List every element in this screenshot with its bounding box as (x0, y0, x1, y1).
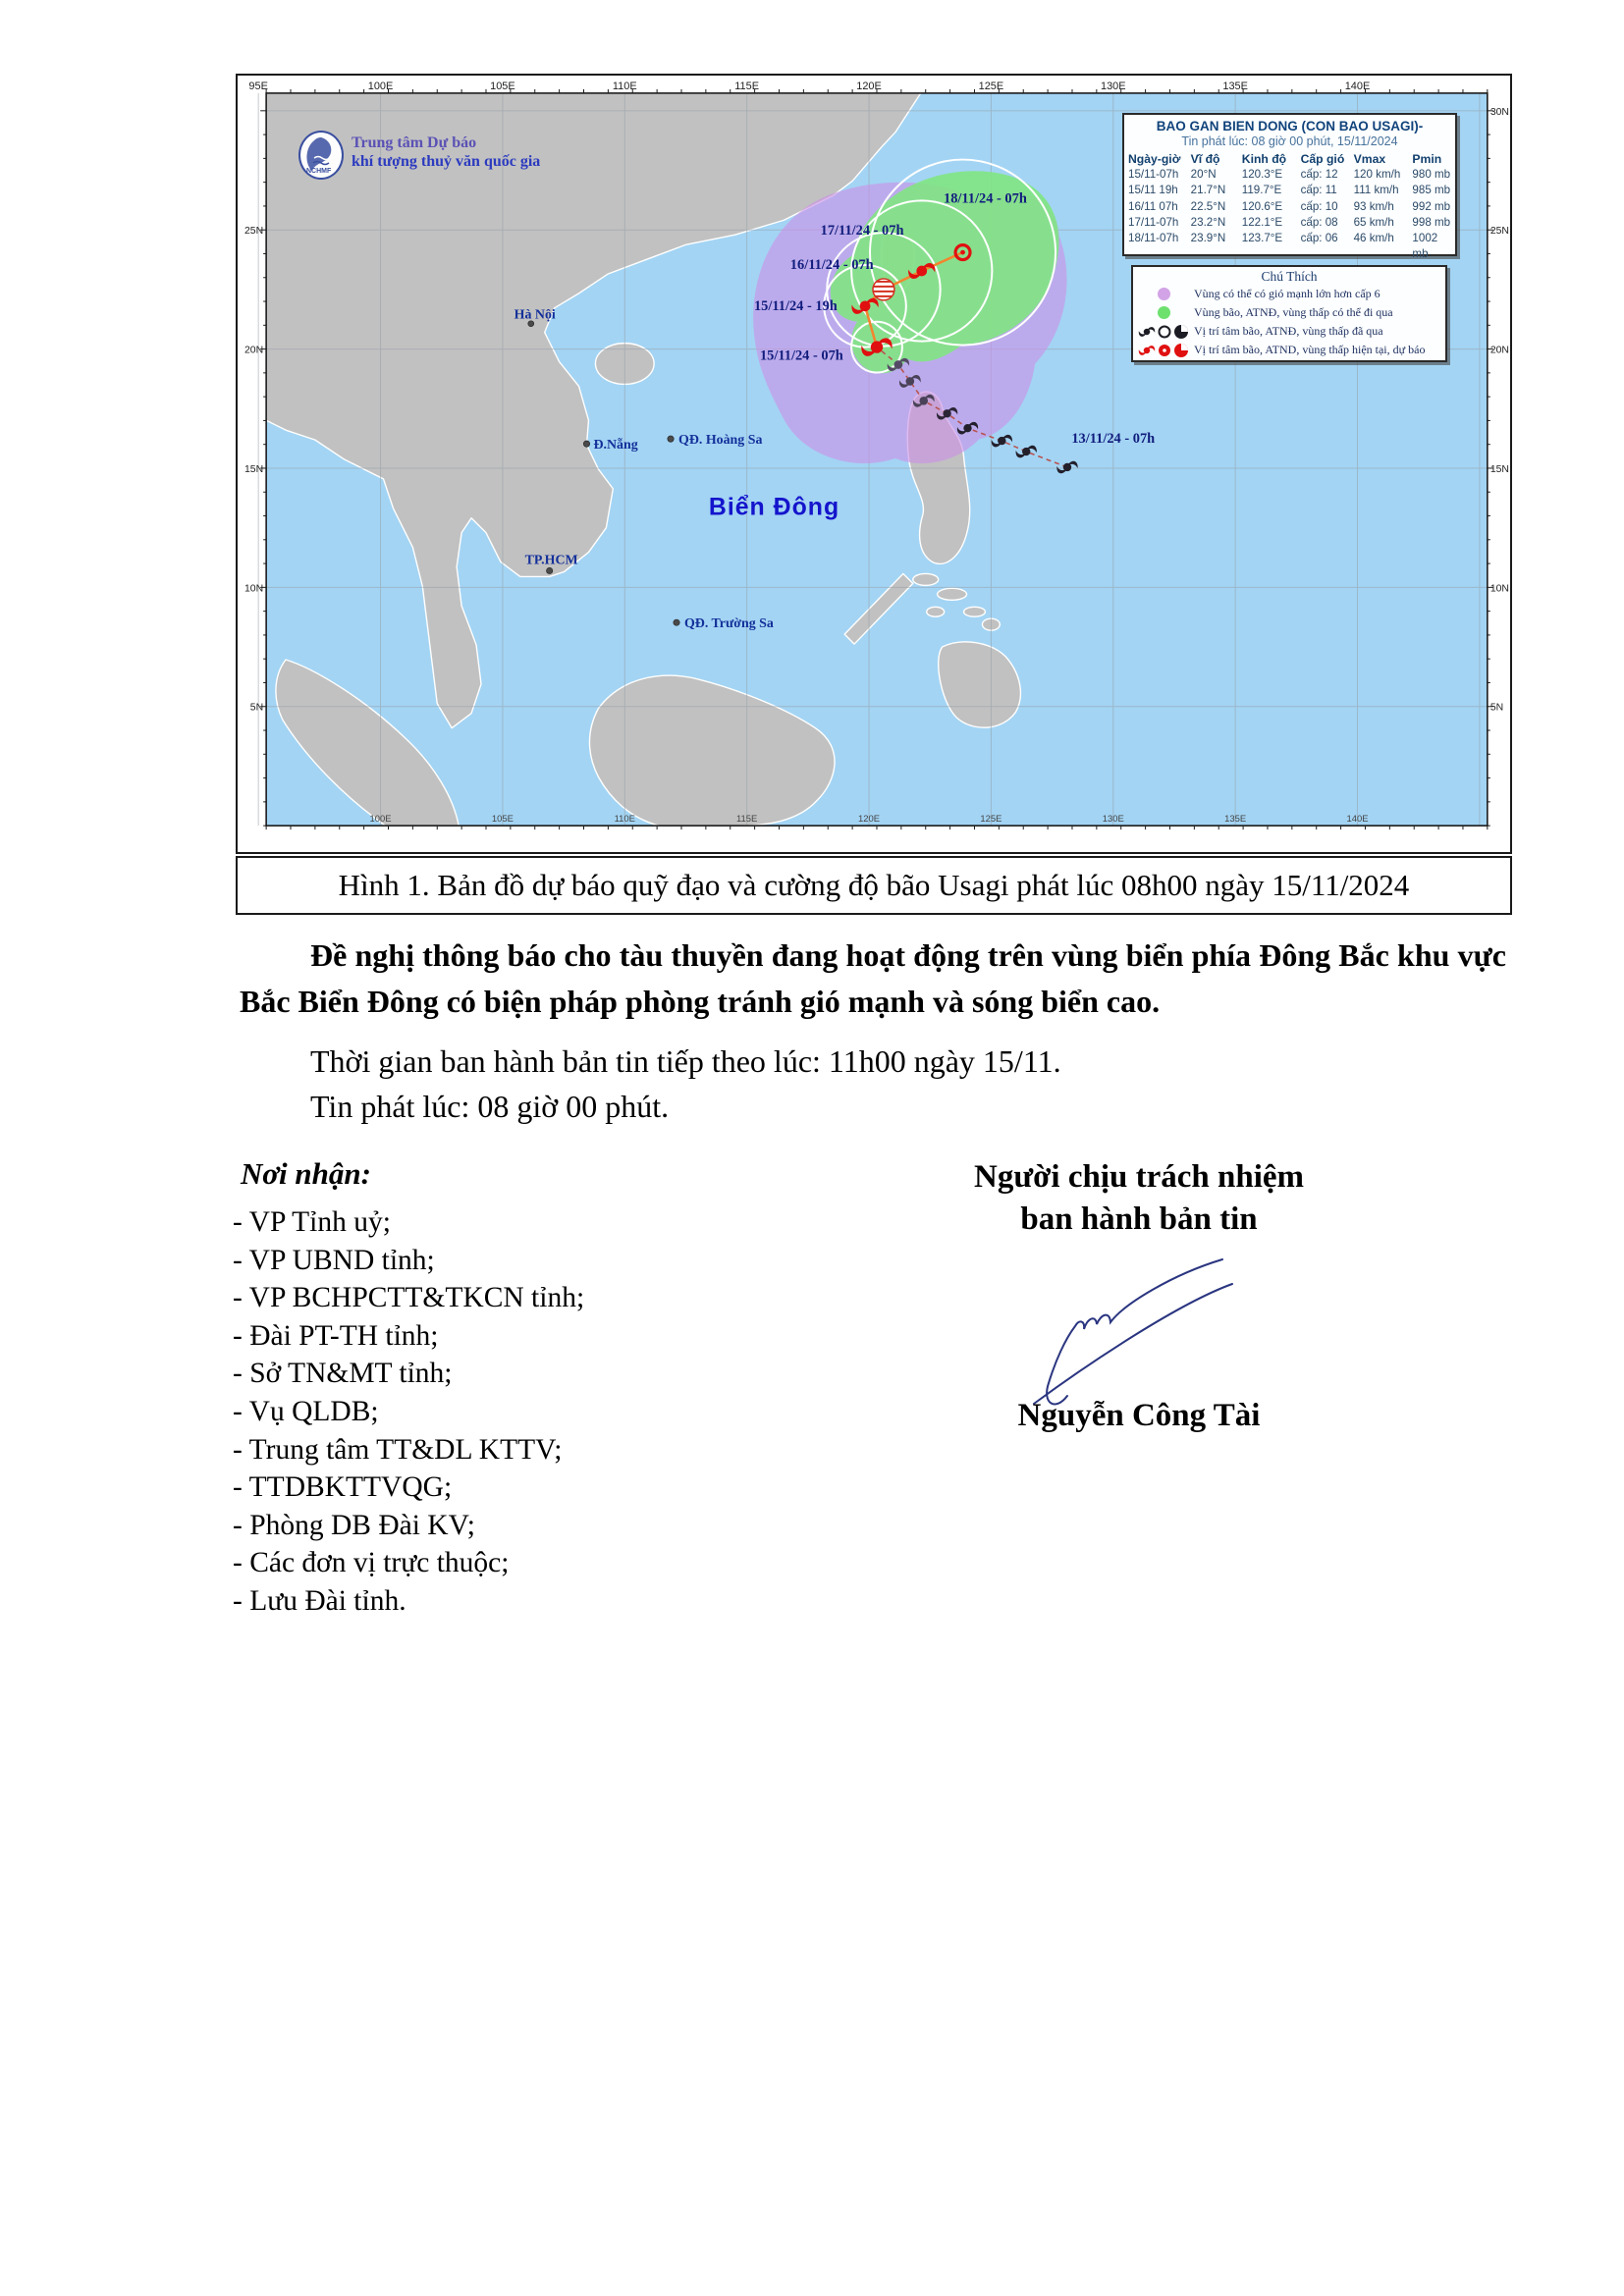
axis-label: 25N (1489, 226, 1509, 238)
track-label-13-11: 13/11/24 - 07h (1071, 431, 1156, 448)
legend-item (1133, 303, 1445, 322)
cell: 120.3°E (1241, 168, 1283, 182)
cell: cấp: 12 (1300, 168, 1338, 182)
recipient-item: - Lưu Đài tỉnh. (233, 1584, 406, 1617)
cell: 120.6°E (1241, 199, 1283, 213)
axis-label: 30N (1489, 106, 1509, 118)
legend-label: Vùng bão, ATNĐ, vùng thấp có thể đi qua (1194, 305, 1393, 319)
figure-caption (236, 856, 1512, 915)
bulletin-times (310, 1039, 1390, 1129)
cell: 123.7°E (1241, 231, 1283, 244)
storm-info-box (1122, 113, 1457, 261)
axis-label: 130E (1102, 814, 1124, 826)
map-legend (1131, 265, 1447, 362)
land-island (938, 588, 967, 600)
cell: 21.7°N (1190, 184, 1226, 197)
cell: 65 km/h (1353, 215, 1394, 229)
col-header: Vmax (1353, 152, 1386, 166)
cell: 992 mb (1412, 199, 1451, 213)
col-header: Ngày-giờ (1128, 152, 1181, 166)
cell: 119.7°E (1241, 184, 1282, 197)
cell: 20°N (1190, 168, 1217, 182)
axis-label: 105E (490, 80, 515, 92)
label-danang: Đ.Nẵng (593, 438, 638, 454)
green-area-icon (1158, 306, 1170, 319)
axis-label: 115E (734, 80, 760, 92)
signatory-block (933, 1156, 1345, 1433)
recipient-item: - Đài PT-TH tỉnh; (233, 1319, 439, 1352)
agency-name-line2: khí tượng thuỷ văn quốc gia (352, 153, 541, 170)
legend-item (1133, 322, 1445, 341)
cell: cấp: 06 (1300, 231, 1338, 244)
land-island (964, 607, 986, 616)
legend-item (1133, 341, 1445, 359)
storm-info-title: BAO GAN BIEN DONG (CON BAO USAGI)- (1156, 119, 1424, 133)
col-header: Vĩ độ (1190, 152, 1220, 166)
axis-label: 120E (858, 814, 881, 826)
cell: 23.9°N (1190, 231, 1226, 244)
track-label-15-11-19h: 15/11/24 - 19h (753, 297, 838, 314)
axis-label: 140E (1346, 814, 1369, 826)
cell: 18/11-07h (1128, 231, 1179, 244)
col-header: Pmin (1412, 152, 1442, 166)
legend-label: Vị trí tâm bão, ATND, vùng thấp hiện tại, dự báo (1194, 343, 1426, 356)
signatory-title-line1: Người chịu trách nhiệm (974, 1159, 1304, 1195)
cell: 980 mb (1412, 168, 1451, 182)
axis-label: 10N (244, 583, 264, 595)
table-row (1124, 167, 1455, 183)
purple-area-icon (1158, 288, 1170, 300)
axis-label: 100E (369, 814, 392, 826)
axis-label: 135E (1224, 814, 1247, 826)
table-header-row (1124, 151, 1455, 167)
label-hoang-sa: QĐ. Hoàng Sa (678, 433, 763, 449)
nchmf-logo-text: NCHMF (306, 168, 332, 175)
signatory-name: Nguyễn Công Tài (1017, 1398, 1261, 1433)
track-label-16-11: 16/11/24 - 07h (789, 257, 874, 274)
recipients-block (233, 1156, 861, 1621)
land-island (927, 607, 945, 616)
storm-forecast-table (1124, 151, 1455, 261)
signature (987, 1247, 1291, 1414)
axis-label: 140E (1344, 80, 1371, 92)
nchmf-logo-icon (298, 131, 344, 180)
legend-label: Vùng có thể có gió mạnh lớn hơn cấp 6 (1194, 287, 1380, 300)
cell: 111 km/h (1353, 184, 1399, 197)
current-position-icons (1133, 342, 1194, 359)
axis-label: 15N (1489, 463, 1509, 475)
axis-label: 5N (1489, 702, 1504, 714)
axis-label: 135E (1222, 80, 1248, 92)
axis-label: 115E (735, 814, 758, 826)
signatory-title-line2: ban hành bản tin (1020, 1201, 1258, 1237)
table-row (1124, 231, 1455, 261)
legend-item (1133, 285, 1445, 303)
cell: 122.1°E (1241, 215, 1283, 229)
label-tphcm: TP.HCM (524, 553, 578, 568)
recipient-item: - Vụ QLDB; (233, 1395, 379, 1427)
cell: cấp: 08 (1300, 215, 1338, 229)
axis-label: 125E (978, 80, 1004, 92)
recipient-item: - Phòng DB Đài KV; (233, 1509, 475, 1541)
cell: 22.5°N (1190, 199, 1226, 213)
recipient-item: - TTDBKTTVQG; (233, 1471, 453, 1504)
axis-label: 110E (614, 814, 635, 826)
col-header: Kinh độ (1241, 152, 1287, 166)
next-bulletin-line: Thời gian ban hành bản tin tiếp theo lúc: 11h00 ngày 15/11. (310, 1043, 1061, 1079)
label-truong-sa: QĐ. Trường Sa (683, 616, 774, 632)
figure-caption-text: Hình 1. Bản đồ dự báo quỹ đạo và cường độ bão Usagi phát lúc 08h00 ngày 15/11/2024 (338, 868, 1410, 902)
recipient-item: - VP BCHPCTT&TKCN tỉnh; (233, 1282, 585, 1314)
legend-label: Vị trí tâm bão, ATNĐ, vùng thấp đã qua (1194, 324, 1383, 338)
table-row (1124, 199, 1455, 215)
track-label-17-11: 17/11/24 - 07h (820, 223, 904, 240)
recipient-item: - Sở TN&MT tỉnh; (233, 1358, 453, 1390)
recipient-item: - VP Tỉnh uỷ; (233, 1206, 391, 1238)
agency-name-line1: Trung tâm Dự báo (352, 134, 477, 151)
axis-label: 125E (980, 814, 1002, 826)
axis-label: 100E (367, 80, 394, 92)
storm-info-subtitle: Tin phát lúc: 08 giờ 00 phút, 15/11/2024 (1181, 134, 1398, 148)
track-label-15-11-07h: 15/11/24 - 07h (759, 347, 843, 364)
cell: 46 km/h (1353, 231, 1394, 244)
cell: 120 km/h (1353, 168, 1401, 182)
axis-label: 130E (1100, 80, 1126, 92)
table-row (1124, 183, 1455, 198)
cell: 985 mb (1412, 184, 1451, 197)
axis-label: 120E (856, 80, 882, 92)
axis-label: 25N (244, 226, 264, 238)
cell: 1002 mb (1412, 231, 1438, 261)
axis-label: 105E (491, 814, 514, 826)
cell: 15/11 19h (1128, 184, 1178, 197)
cell: cấp: 10 (1300, 199, 1338, 213)
axis-label: 20N (1489, 345, 1509, 356)
recipients-heading: Nơi nhận: (241, 1156, 371, 1191)
recipient-item: - Trung tâm TT&DL KTTV; (233, 1433, 563, 1466)
recipient-item: - VP UBND tỉnh; (233, 1244, 435, 1276)
land-island (913, 573, 939, 585)
table-row (1124, 215, 1455, 231)
storm-track-map-figure (236, 74, 1512, 854)
cell: 15/11-07h (1128, 168, 1179, 182)
axis-label: 110E (612, 80, 637, 92)
axis-label: 5N (249, 702, 264, 714)
cell: 17/11-07h (1128, 215, 1179, 229)
issued-time-line: Tin phát lúc: 08 giờ 00 phút. (310, 1089, 670, 1124)
agency-logo-block (298, 131, 593, 186)
axis-label: 20N (244, 345, 264, 356)
axis-label: 95E (248, 80, 268, 92)
cell: 998 mb (1412, 215, 1451, 229)
axis-label: 10N (1489, 583, 1509, 595)
label-hanoi: Hà Nội (514, 307, 556, 323)
col-header: Cấp gió (1300, 152, 1345, 166)
track-label-18-11: 18/11/24 - 07h (943, 190, 1027, 207)
warning-paragraph: Đề nghị thông báo cho tàu thuyền đang hoạt động trên vùng biển phía Đông Bắc khu vực Bắc Biển Đông có biện pháp phòng tránh gió mạnh và sóng biển cao. (240, 937, 1506, 1019)
cell: 23.2°N (1190, 215, 1226, 229)
past-position-icons (1133, 323, 1194, 341)
recipient-item: - Các đơn vị trực thuộc; (233, 1547, 510, 1579)
cell: cấp: 11 (1300, 184, 1337, 197)
axis-label: 15N (244, 463, 264, 475)
cell: 93 km/h (1353, 199, 1394, 213)
legend-title: Chú Thích (1261, 269, 1318, 284)
label-bien-dong: Biển Đông (708, 493, 840, 521)
cell: 16/11 07h (1128, 199, 1178, 213)
